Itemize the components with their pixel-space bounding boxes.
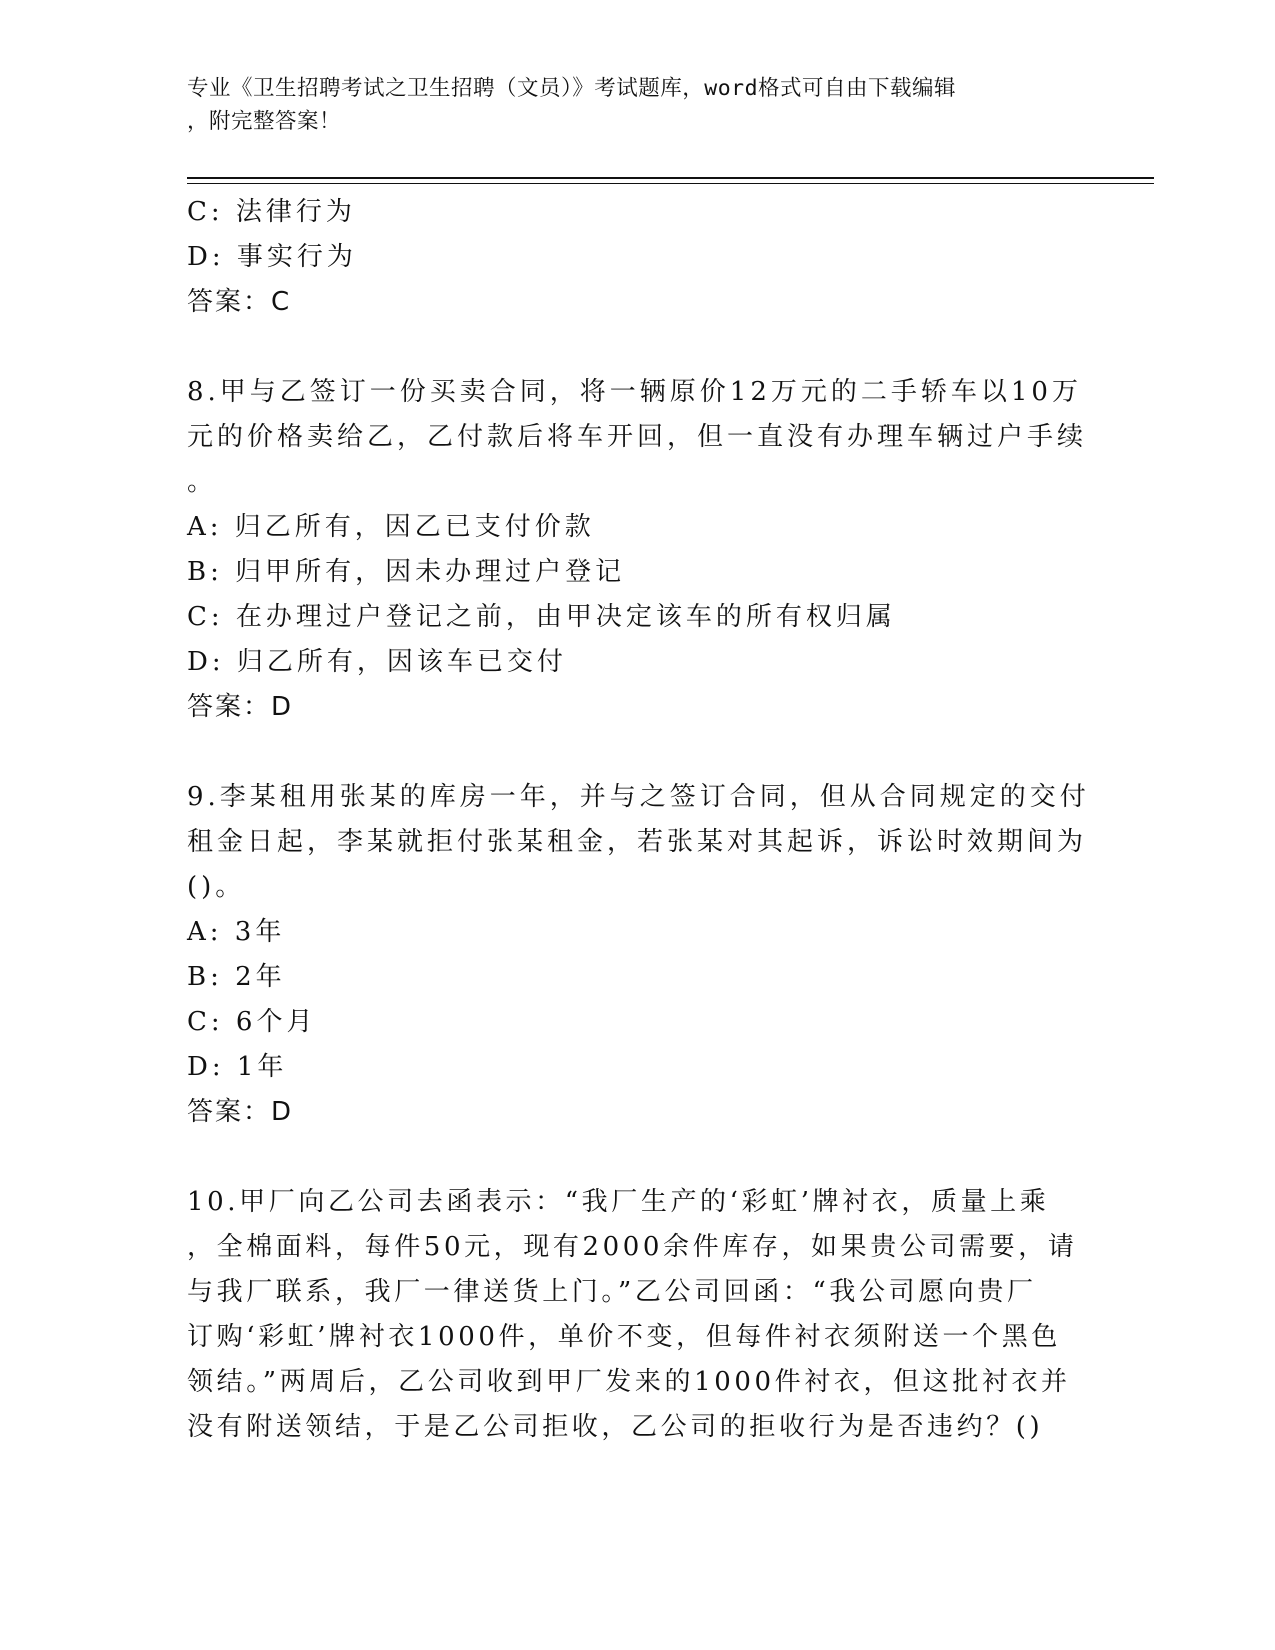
option-b: B: 归甲所有，因未办理过户登记 — [187, 557, 626, 587]
option-c: C: 法律行为 — [187, 197, 356, 227]
question-text: 领结。”两周后，乙公司收到甲厂发来的1000件衬衣，但这批衬衣并 — [187, 1367, 1071, 1397]
option-a: A: 归乙所有，因乙已支付价款 — [187, 512, 595, 542]
header-line: ，附完整答案！ — [187, 109, 342, 134]
question-7-tail — [187, 190, 1087, 325]
question-text: 9.李某租用张某的库房一年，并与之签订合同，但从合同规定的交付 — [187, 782, 1090, 812]
question-10 — [187, 1180, 1087, 1450]
answer-line: 答案：D — [187, 1097, 294, 1127]
document-header — [187, 72, 1067, 138]
header-divider-thin — [187, 183, 1154, 184]
answer-line: 答案：C — [187, 287, 292, 317]
question-8 — [187, 370, 1087, 730]
option-c: C: 6个月 — [187, 1007, 317, 1037]
question-text: 与我厂联系，我厂一律送货上门。”乙公司回函：“我公司愿向贵厂 — [187, 1277, 1037, 1307]
question-text: 订购‘彩虹’牌衬衣1000件，单价不变，但每件衬衣须附送一个黑色 — [187, 1322, 1061, 1352]
spacer — [187, 325, 1087, 370]
question-text: 没有附送领结，于是乙公司拒收，乙公司的拒收行为是否违约？() — [187, 1412, 1044, 1442]
question-text: 租金日起，李某就拒付张某租金，若张某对其起诉，诉讼时效期间为 — [187, 827, 1088, 857]
question-9 — [187, 775, 1090, 1135]
option-d: D: 事实行为 — [187, 242, 357, 272]
question-content — [187, 190, 1090, 1450]
option-a: A: 3年 — [187, 917, 286, 947]
option-d: D: 1年 — [187, 1052, 288, 1082]
header-divider-thick — [187, 177, 1154, 179]
question-text: 10.甲厂向乙公司去函表示：“我厂生产的‘彩虹’牌衬衣，质量上乘 — [187, 1187, 1050, 1217]
question-text: ()。 — [187, 872, 246, 902]
question-text: 。 — [187, 467, 218, 497]
option-c: C: 在办理过户登记之前，由甲决定该车的所有权归属 — [187, 602, 896, 632]
question-text: 元的价格卖给乙，乙付款后将车开回，但一直没有办理车辆过户手续 — [187, 422, 1088, 452]
option-b: B: 2年 — [187, 962, 286, 992]
answer-line: 答案：D — [187, 692, 294, 722]
question-text: ，全棉面料，每件50元，现有2000余件库存，如果贵公司需要，请 — [187, 1232, 1078, 1262]
question-text: 8.甲与乙签订一份买卖合同，将一辆原价12万元的二手轿车以10万 — [187, 377, 1082, 407]
spacer — [187, 1135, 1087, 1180]
header-line: 专业《卫生招聘考试之卫生招聘（文员）》考试题库，word格式可自由下载编辑 — [187, 76, 957, 101]
option-d: D: 归乙所有，因该车已交付 — [187, 647, 567, 677]
spacer — [187, 730, 1087, 775]
